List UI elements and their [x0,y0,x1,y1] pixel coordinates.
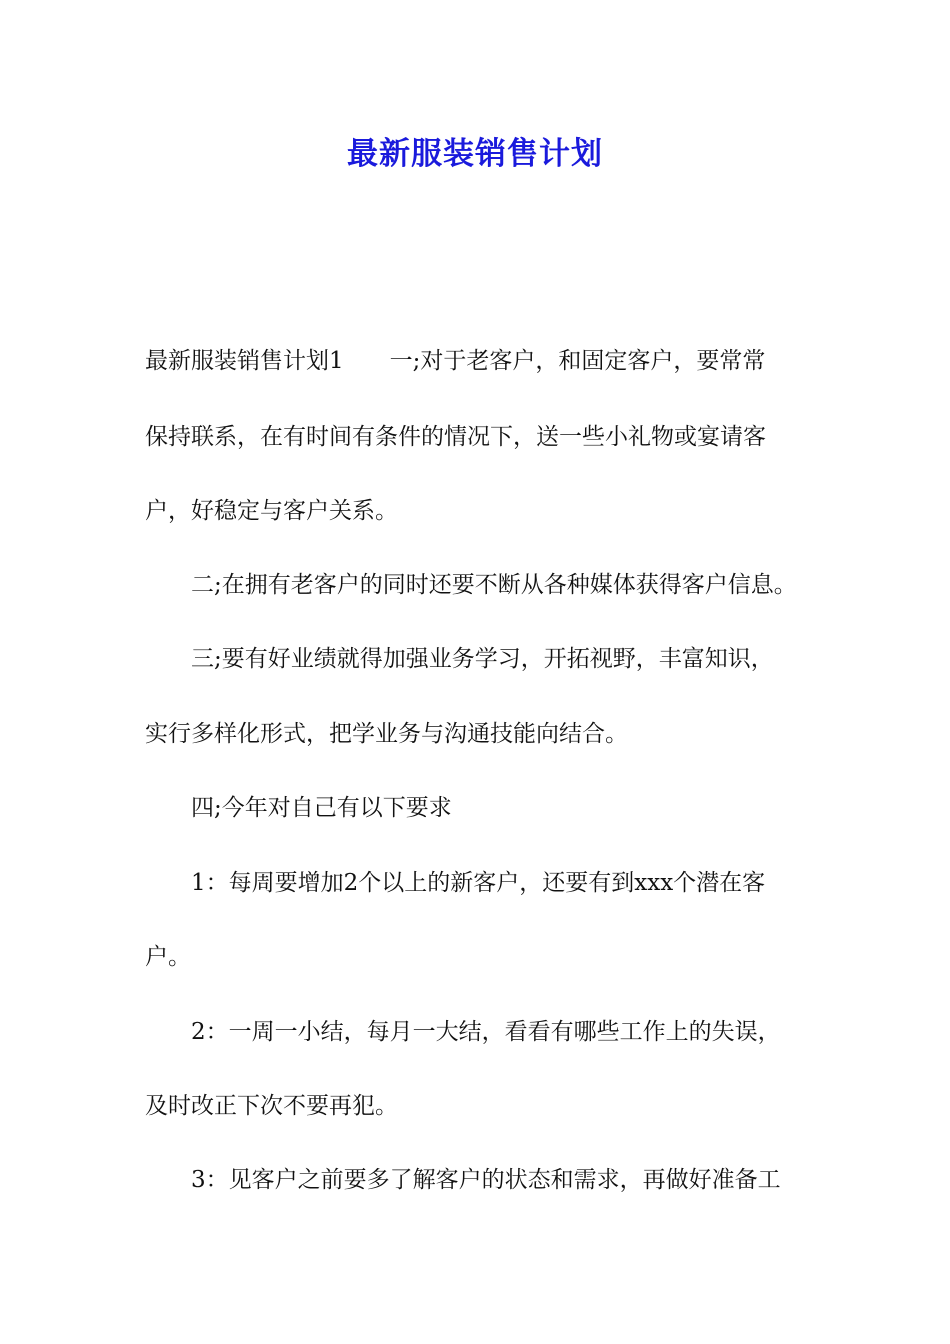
paragraph-line: 四;今年对自己有以下要求 [191,795,452,821]
paragraph-line: 1：每周要增加2个以上的新客户，还要有到xxx个潜在客 [191,870,766,896]
paragraph-line: 最新服装销售计划1 一;对于老客户，和固定客户，要常常 [145,348,766,374]
paragraph-line: 二;在拥有老客户的同时还要不断从各种媒体获得客户信息。 [191,572,797,598]
paragraph-line: 实行多样化形式，把学业务与沟通技能向结合。 [145,721,628,747]
paragraph-line: 户，好稳定与客户关系。 [145,498,398,524]
paragraph-line: 户。 [145,944,191,970]
paragraph-line: 2：一周一小结，每月一大结，看看有哪些工作上的失误， [191,1019,781,1045]
document-title: 最新服装销售计划 [347,136,603,172]
paragraph-line: 保持联系，在有时间有条件的情况下，送一些小礼物或宴请客 [145,424,766,450]
paragraph-line: 及时改正下次不要再犯。 [145,1093,398,1119]
paragraph-line: 三;要有好业绩就得加强业务学习，开拓视野，丰富知识， [191,646,774,672]
paragraph-line: 3：见客户之前要多了解客户的状态和需求，再做好准备工 [191,1167,781,1193]
